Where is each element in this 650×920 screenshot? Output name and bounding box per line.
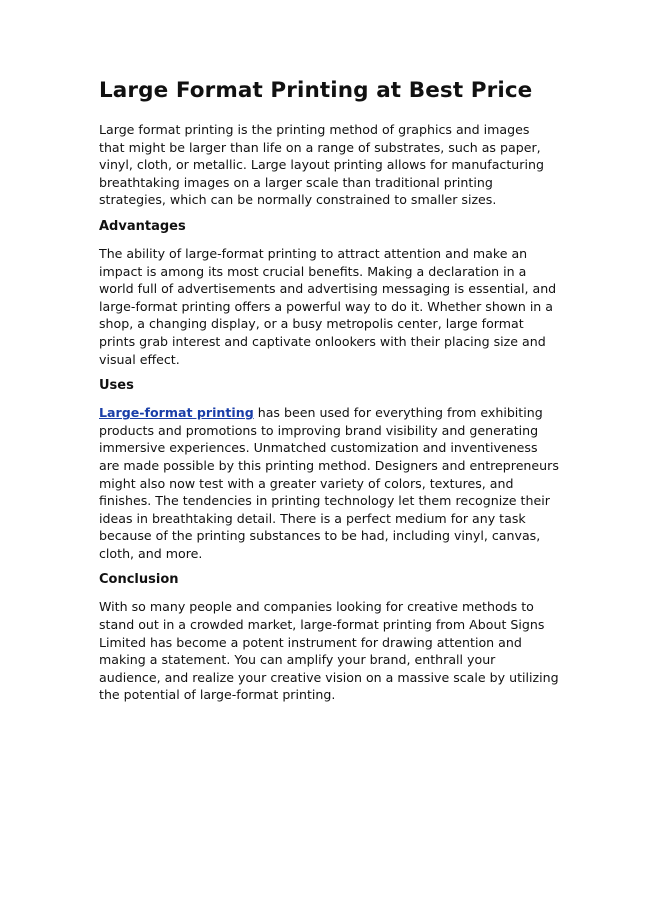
- intro-paragraph: Large format printing is the printing method of graphics and images that might be larger than life on a range of substrates, such as paper, vinyl, cloth, or metallic. Large layout printing allows for manufacturing breathtaking images on a larger scale than traditional printing strategies, which can be normally constrained to smaller sizes.: [99, 122, 544, 208]
- advantages-heading: Advantages: [99, 218, 186, 234]
- uses-paragraph-text: has been used for everything from exhibiting products and promotions to improving brand visibility and generating immersive experiences. Unmatched customization and inventiveness are made possible by this printing method. Designers and entrepreneurs might also now test with a greater variety of colors, textures, and finishes. The tendencies in printing technology let them recognize their ideas in breathtaking detail. There is a perfect medium for any task because of the printing substances to be had, including vinyl, canvas, cloth, and more.: [99, 405, 559, 561]
- conclusion-paragraph: With so many people and companies looking for creative methods to stand out in a crowded market, large-format printing from About Signs Limited has become a potent instrument for drawing attention and making a statement. You can amplify your brand, enthrall your audience, and realize your creative vision on a massive scale by utilizing the potential of large-format printing.: [99, 599, 559, 703]
- advantages-paragraph: The ability of large-format printing to attract attention and make an impact is among its most crucial benefits. Making a declaration in a world full of advertisements and advertising messaging is essential, and large-format printing offers a powerful way to do it. Whether shown in a shop, a changing display, or a busy metropolis center, large format prints grab interest and captivate onlookers with their placing size and visual effect.: [99, 245, 557, 367]
- document-page: [99, 76, 559, 704]
- large-format-printing-link[interactable]: Large-format printing: [99, 405, 254, 421]
- uses-heading: Uses: [99, 378, 134, 394]
- conclusion-heading: Conclusion: [99, 572, 179, 588]
- uses-paragraph: [99, 404, 559, 562]
- page-title: Large Format Printing at Best Price: [99, 78, 533, 103]
